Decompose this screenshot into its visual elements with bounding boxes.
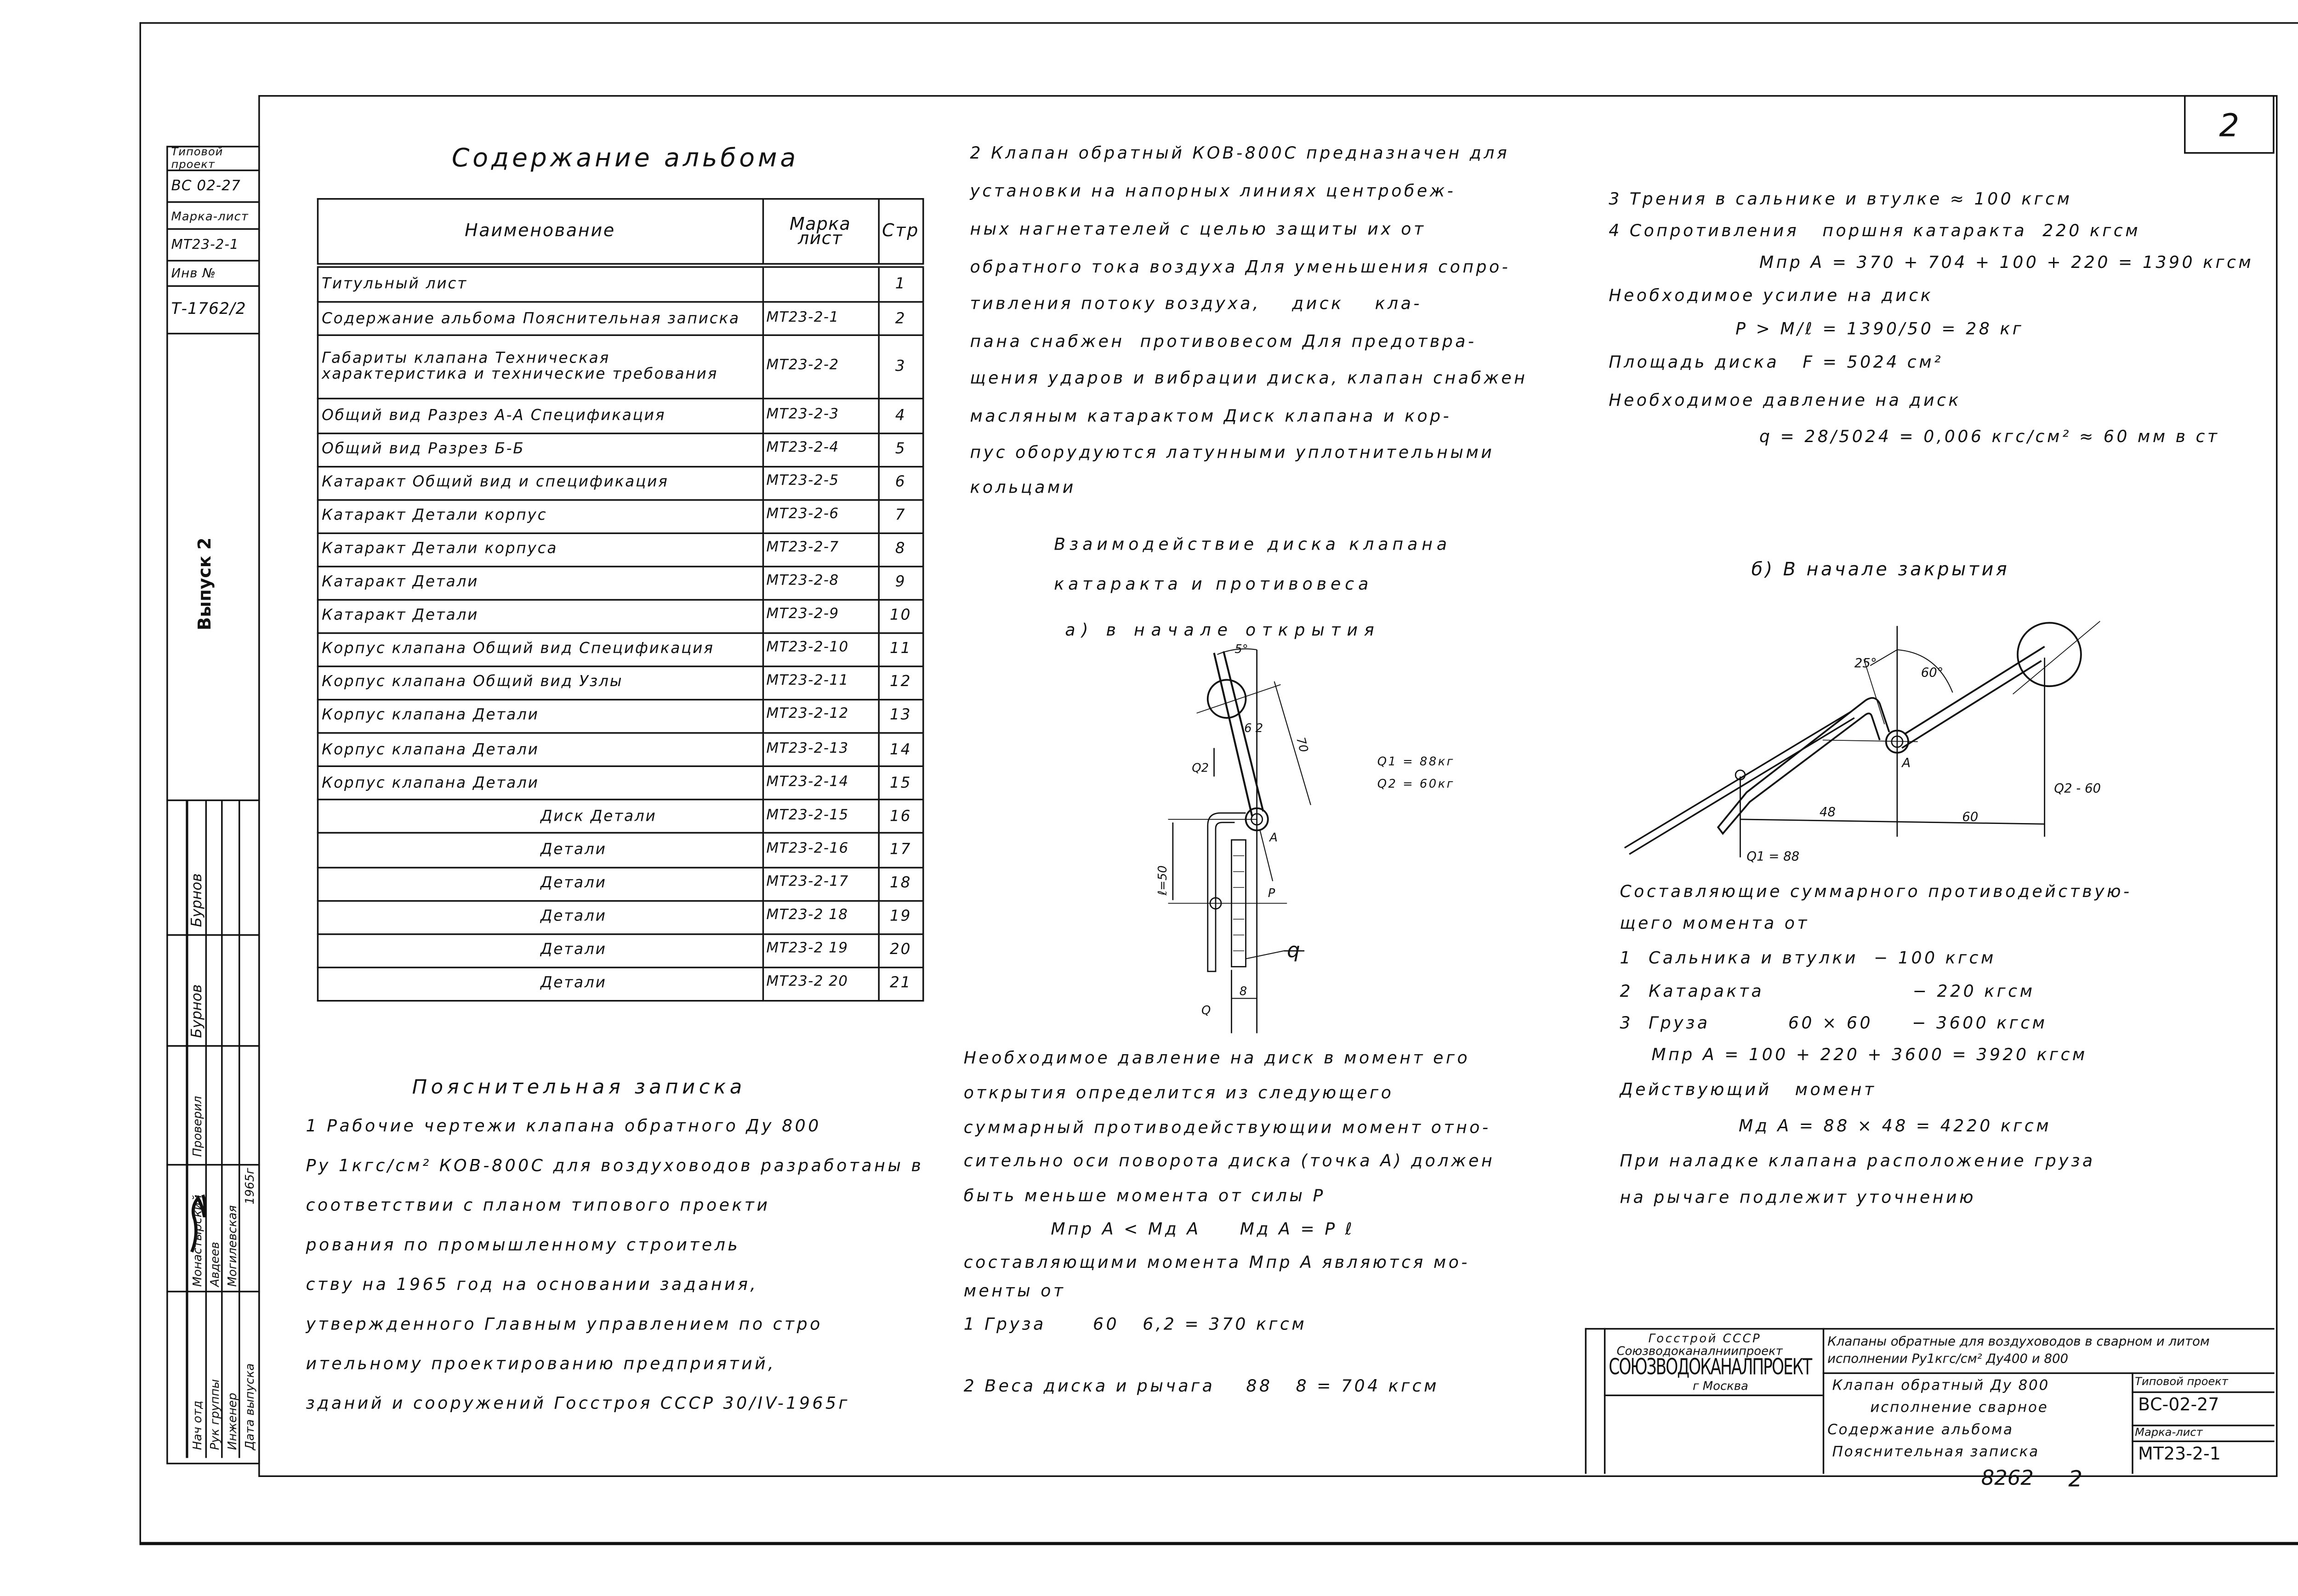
text-line: 1 Груза 60 6,2 = 370 кгсм: [963, 1315, 1307, 1335]
stamp-inv-label: Инв №: [171, 266, 216, 281]
row-page: 19: [878, 900, 923, 934]
row-name: Детали: [318, 934, 762, 967]
text-line: При наладке клапана расположение груза: [1620, 1152, 2095, 1171]
interaction-title-1: Взаимодействие диска клапана: [1054, 535, 1451, 555]
text-line: Действующий момент: [1620, 1080, 1877, 1100]
row-name: Общий вид Разрез А-А Спецификация: [318, 399, 762, 433]
text-line: q = 28/5024 = 0,006 кгс/см² ≈ 60 мм в ст: [1759, 428, 2220, 447]
row-mark: МТ23-2-11: [762, 666, 878, 700]
row-name: Детали: [318, 967, 762, 1001]
q-small-label: q: [1287, 937, 1300, 962]
name-group: Авдеев: [208, 1242, 222, 1287]
stamp-inv-value: Т-1762/2: [171, 301, 246, 319]
tb-project-label: Типовой проект: [2135, 1375, 2228, 1388]
text-line: 1 Сальника и втулки − 100 кгсм: [1620, 949, 1996, 969]
text-line: Необходимое давление на диск в момент его: [963, 1049, 1470, 1068]
text-line: тивления потоку воздуха, диск кла-: [970, 295, 1422, 314]
row-page: 10: [878, 600, 923, 633]
dim-l50-label: ℓ=50: [1156, 865, 1170, 896]
row-page: 1: [878, 266, 923, 302]
text-line: 4 Сопротивления поршня катаракта 220 кгсм: [1609, 222, 2141, 241]
stamp-mark-label: Марка-лист: [171, 208, 249, 223]
case-a-title: а) в начале открытия: [1065, 621, 1381, 641]
name-engineer: Могилевская: [225, 1205, 239, 1287]
angle-60-label: 60°: [1921, 665, 1944, 680]
tb-project-code: ВС-02-27: [2138, 1394, 2219, 1415]
text-line: масляным катарактом Диск клапана и кор-: [970, 407, 1452, 426]
text-line: установки на напорных линиях центробеж-: [970, 182, 1456, 201]
text-line: Необходимое давление на диск: [1609, 391, 1961, 411]
text-line: Площадь диска F = 5024 см²: [1609, 353, 1944, 373]
text-line: 2 Клапан обратный КОВ-800С предназначен для: [970, 144, 1510, 164]
header-page: Стр: [878, 199, 923, 266]
row-mark: МТ23-2-13: [762, 733, 878, 767]
stamp-project-label: Типовой проект: [171, 145, 223, 170]
row-page: 6: [878, 466, 923, 500]
row-name: Катаракт Детали корпуса: [318, 533, 762, 567]
row-mark: МТ23-2 20: [762, 967, 878, 1001]
checker-signature: Бурнов: [188, 873, 205, 927]
row-name: Катаракт Общий вид и спецификация: [318, 466, 762, 500]
text-line: Мд А = 88 × 48 = 4220 кгсм: [1739, 1117, 2052, 1136]
q1-b-label: Q1 = 88: [1746, 848, 1800, 864]
lever-62-label: 6 2: [1244, 721, 1263, 736]
q2-b-label: Q2 - 60: [2054, 780, 2101, 796]
tb-mark-label: Марка-лист: [2135, 1426, 2203, 1439]
text-line: 3 Трения в сальнике и втулке ≈ 100 кгсм: [1609, 190, 2072, 210]
text-line: кольцами: [970, 478, 1076, 498]
sheet-desc-4: Пояснительная записка: [1832, 1445, 2039, 1461]
role-engineer: Инженер: [225, 1392, 239, 1450]
row-page: 17: [878, 834, 923, 867]
row-name: Катаракт Детали: [318, 566, 762, 600]
row-page: 11: [878, 633, 923, 667]
text-line: соответствии с планом типового проекти: [306, 1196, 770, 1215]
row-mark: МТ23-2-1: [762, 302, 878, 336]
sheet-number: 2: [2219, 105, 2240, 144]
row-mark: МТ23-2-16: [762, 834, 878, 867]
row-page: 15: [878, 767, 923, 800]
row-page: 9: [878, 566, 923, 600]
text-line: быть меньше момента от силы P: [963, 1187, 1325, 1206]
row-page: 3: [878, 335, 923, 399]
org-line1: Госстрой СССР: [1648, 1331, 1762, 1346]
text-line: 2 Катаракта − 220 кгсм: [1620, 983, 2035, 1002]
org-line2: Союзводоканалниипроект: [1616, 1344, 1783, 1358]
row-mark: МТ23-2-17: [762, 867, 878, 901]
text-line: ных нагнетателей с целью защиты их от: [970, 220, 1426, 239]
row-mark: МТ23-2-14: [762, 767, 878, 800]
row-name: Титульный лист: [318, 266, 762, 302]
angle-5-label: 5°: [1234, 642, 1248, 656]
row-mark: МТ23-2-15: [762, 800, 878, 834]
row-name: Корпус клапана Детали: [318, 733, 762, 767]
row-page: 8: [878, 533, 923, 567]
row-page: 16: [878, 800, 923, 834]
row-mark: МТ23-2-5: [762, 466, 878, 500]
row-name: Корпус клапана Общий вид Узлы: [318, 666, 762, 700]
text-line: рования по промышленному строитель: [306, 1236, 740, 1255]
text-line: суммарный противодействующии момент отно-: [963, 1119, 1491, 1138]
text-line: 2 Веса диска и рычага 88 8 = 704 кгсм: [963, 1377, 1439, 1397]
text-line: щения ударов и вибрации диска, клапан снабжен: [970, 369, 1528, 388]
row-mark: МТ23-2 19: [762, 934, 878, 967]
row-name: Корпус клапана Детали: [318, 700, 762, 733]
text-line: 3 Груза 60 × 60 − 3600 кгсм: [1620, 1014, 2048, 1034]
text-line: щего момента от: [1620, 914, 1810, 934]
dim-48-label: 48: [1819, 804, 1836, 819]
archive-page: 2: [2068, 1467, 2083, 1493]
contents-title: Содержание альбома: [451, 142, 799, 173]
row-mark: МТ23-2-7: [762, 533, 878, 567]
stamp-mark-value: МТ23-2-1: [171, 237, 239, 253]
tb-mark-value: МТ23-2-1: [2138, 1443, 2221, 1465]
checked-label: Проверил: [190, 1096, 205, 1157]
row-mark: МТ23-2 18: [762, 900, 878, 934]
q2-label: Q2: [1192, 761, 1209, 775]
text-line: составляющими момента Мпр А являются мо-: [963, 1253, 1470, 1273]
q2-value: Q2 = 60кг: [1377, 777, 1455, 791]
row-page: 20: [878, 934, 923, 967]
text-line: 1 Рабочие чертежи клапана обратного Ду 800: [306, 1117, 821, 1136]
series-title: Клапаны обратные для воздуховодов в сварном и литом исполнении Ру1кгс/см² Ду400 и 800: [1827, 1334, 2210, 1366]
dim-70-label: 70: [1293, 736, 1311, 754]
role-date: Дата выпуска: [243, 1363, 257, 1450]
force-p-label: P: [1268, 886, 1275, 900]
text-line: пус оборудуются латунными уплотнительными: [970, 443, 1495, 463]
angle-25-label: 25°: [1854, 655, 1877, 670]
text-line: Составляющие суммарного противодействую-: [1620, 882, 2132, 902]
text-line: пана снабжен противовесом Для предотвра-: [970, 333, 1477, 352]
case-b-title: б) В начале закрытия: [1751, 557, 2010, 580]
row-page: 12: [878, 666, 923, 700]
row-mark: МТ23-2-2: [762, 335, 878, 399]
sheet-desc-1: Клапан обратный Ду 800: [1832, 1379, 2050, 1395]
text-line: ительному проектированию предприятий,: [306, 1355, 776, 1374]
row-name: Детали: [318, 834, 762, 867]
issue-label: Выпуск 2: [194, 537, 216, 630]
row-page: 21: [878, 967, 923, 1001]
role-group: Рук группы: [208, 1379, 222, 1450]
row-name: Корпус клапана Детали: [318, 767, 762, 800]
text-line: Мпр А < Мд А Мд А = P ℓ: [1051, 1220, 1355, 1239]
text-line: Мпр А = 370 + 704 + 100 + 220 = 1390 кгсм: [1759, 253, 2254, 273]
text-line: на рычаге подлежит уточнению: [1620, 1188, 1976, 1208]
text-line: ству на 1965 год на основании задания,: [306, 1276, 758, 1295]
row-name: Корпус клапана Общий вид Спецификация: [318, 633, 762, 667]
org-name: СОЮЗВОДОКАНАЛПРОЕКТ: [1609, 1356, 1812, 1381]
row-mark: МТ23-2-10: [762, 633, 878, 667]
name-head: Монастырский: [190, 1194, 205, 1287]
row-mark: МТ23-2-3: [762, 399, 878, 433]
q-label: Q: [1201, 1004, 1211, 1018]
row-page: 13: [878, 700, 923, 733]
row-name: Детали: [318, 900, 762, 934]
interaction-title-2: катаракта и противовеса: [1054, 575, 1373, 595]
row-name: Диск Детали: [318, 800, 762, 834]
text-line: обратного тока воздуха Для уменьшения сопро-: [970, 258, 1511, 278]
row-name: Катаракт Детали корпус: [318, 500, 762, 533]
row-mark: МТ23-2-12: [762, 700, 878, 733]
checker-name: Бурнов: [188, 984, 205, 1038]
row-mark: МТ23-2-9: [762, 600, 878, 633]
row-mark: МТ23-2-8: [762, 566, 878, 600]
text-line: открытия определится из следующего: [963, 1084, 1394, 1103]
issue-date: 1965г: [243, 1168, 257, 1204]
point-a-label: A: [1269, 831, 1278, 845]
row-name: Катаракт Детали: [318, 600, 762, 633]
row-name: Общий вид Разрез Б-Б: [318, 433, 762, 466]
row-page: 2: [878, 302, 923, 336]
text-line: утвержденного Главным управлением по стро: [306, 1315, 823, 1335]
row-name: Содержание альбома Пояснительная записка: [318, 302, 762, 336]
sheet-desc-3: Содержание альбома: [1827, 1423, 2014, 1439]
row-name: Габариты клапана Техническая характеристика и технические требования: [318, 335, 762, 399]
dim-8-label: 8: [1239, 984, 1247, 999]
org-city: г Москва: [1692, 1379, 1748, 1393]
point-a-b-label: A: [1902, 755, 1911, 771]
row-name: Детали: [318, 867, 762, 901]
text-line: Мпр А = 100 + 220 + 3600 = 3920 кгсм: [1651, 1046, 2088, 1065]
q1-value: Q1 = 88кг: [1377, 755, 1455, 769]
header-name: Наименование: [318, 199, 762, 266]
row-page: 18: [878, 867, 923, 901]
dim-60-label: 60: [1962, 809, 1979, 824]
row-page: 7: [878, 500, 923, 533]
text-line: Необходимое усилие на диск: [1609, 287, 1934, 306]
stamp-project-code: ВС 02-27: [171, 178, 241, 194]
header-mark: Марка лист: [762, 199, 878, 266]
text-line: P > M/ℓ = 1390/50 = 28 кг: [1735, 320, 2024, 339]
text-line: зданий и сооружений Госстроя СССР 30/IV-1965г: [306, 1394, 850, 1414]
archive-number: 8262: [1981, 1467, 2034, 1492]
row-page: 14: [878, 733, 923, 767]
row-page: 4: [878, 399, 923, 433]
row-mark: МТ23-2-6: [762, 500, 878, 533]
note-title: Пояснительная записка: [412, 1074, 746, 1098]
text-line: Ру 1кгс/см² КОВ-800С для воздуховодов разработаны в: [306, 1157, 924, 1176]
text-line: сительно оси поворота диска (точка А) должен: [963, 1152, 1495, 1171]
text-line: менты от: [963, 1282, 1066, 1301]
row-page: 5: [878, 433, 923, 466]
sheet-desc-2: исполнение сварное: [1870, 1401, 2048, 1417]
row-mark: МТ23-2-4: [762, 433, 878, 466]
role-head: Нач отд: [190, 1400, 205, 1450]
